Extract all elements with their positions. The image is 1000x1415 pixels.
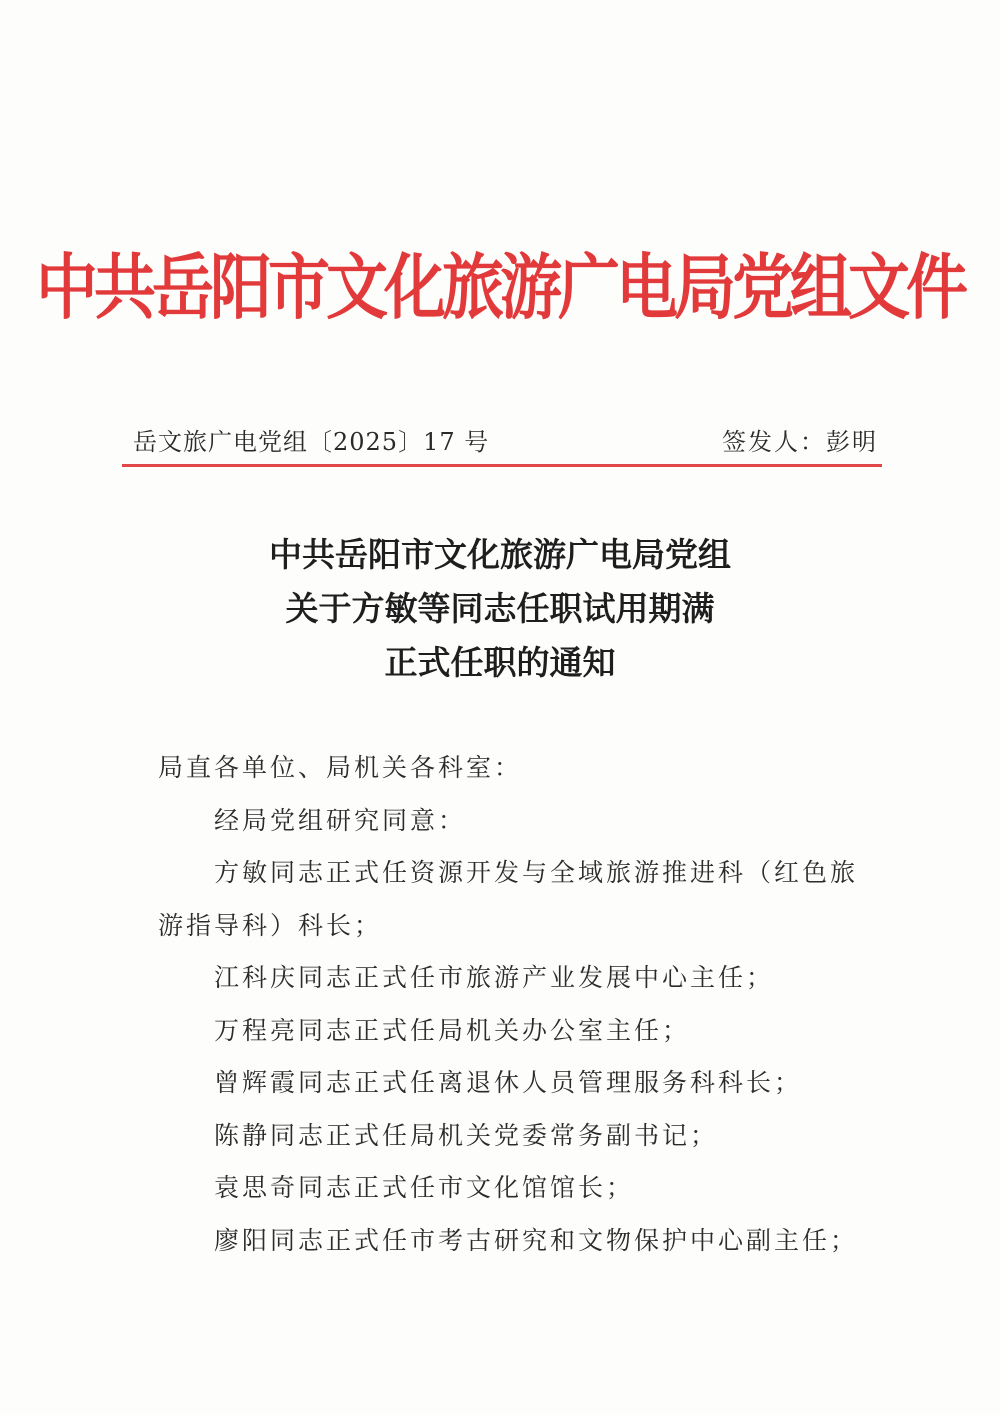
intro-paragraph: 经局党组研究同意：	[214, 805, 467, 835]
notice-title	[0, 528, 1000, 690]
appointment-item: 万程亮同志正式任局机关办公室主任；	[214, 1015, 691, 1045]
appointment-item: 曾辉霞同志正式任离退休人员管理服务科科长；	[214, 1068, 803, 1097]
appointment-item: 江科庆同志正式任市旅游产业发展中心主任；	[214, 963, 775, 992]
notice-body	[158, 742, 858, 1267]
document-number: 岳文旅广电党组〔2025〕17 号	[133, 428, 490, 456]
appointment-item: 袁思奇同志正式任市文化馆馆长；	[214, 1173, 635, 1202]
notice-title-line: 中共岳阳市文化旅游广电局党组	[269, 535, 731, 574]
salutation: 局直各单位、局机关各科室：	[158, 753, 523, 782]
notice-title-line: 关于方敏等同志任职试用期满	[285, 589, 715, 628]
signer: 签发人：彭明	[722, 428, 878, 456]
notice-title-line: 正式任职的通知	[384, 643, 616, 682]
appointment-item: 陈静同志正式任局机关党委常务副书记；	[214, 1120, 719, 1150]
red-divider-line	[122, 464, 882, 467]
document-meta-row	[133, 418, 878, 458]
appointment-item: 方敏同志正式任资源开发与全域旅游推进科（红色旅游指导科）科长；	[158, 858, 859, 940]
appointment-item: 廖阳同志正式任市考古研究和文物保护中心副主任；	[214, 1225, 859, 1255]
red-header-title: 中共岳阳市文化旅游广电局党组文件	[35, 245, 964, 330]
